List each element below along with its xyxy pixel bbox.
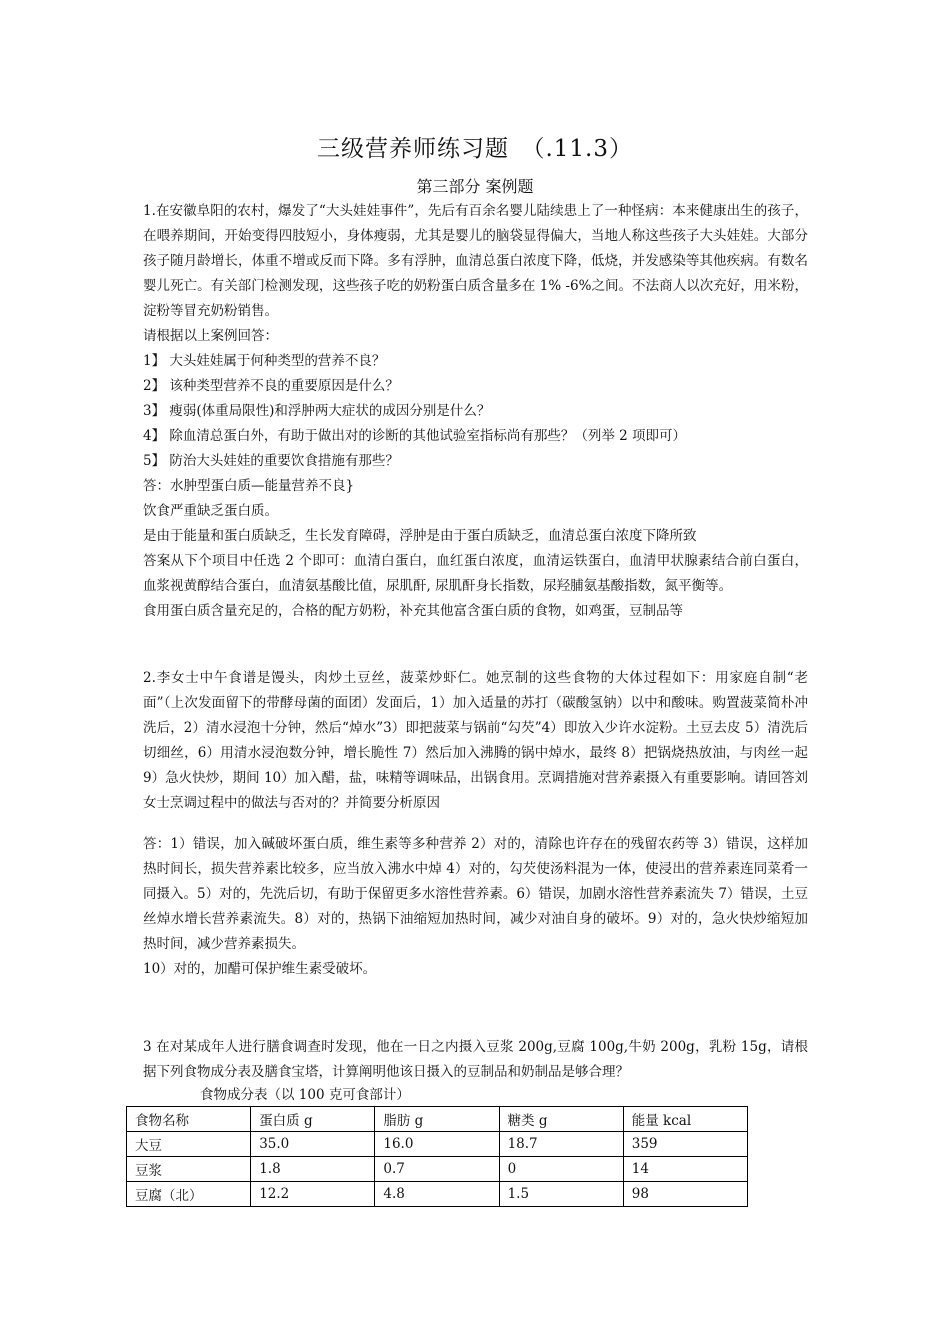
table-cell: 1.8	[251, 1157, 375, 1182]
section-subtitle: 第三部分 案例题	[416, 177, 534, 196]
page-title: 三级营养师练习题 （.11.3）	[316, 136, 634, 162]
table-cell: 18.7	[499, 1132, 623, 1157]
table-header-row	[127, 1107, 748, 1132]
case-1-question: 5】 防治大头娃娃的重要饮食措施有那些？	[143, 453, 399, 469]
case-1-question: 1】 大头娃娃属于何种类型的营养不良？	[143, 353, 386, 369]
case-2-answer-end: 10）对的，加醋可保护维生素受破坏。	[143, 961, 377, 977]
food-composition-table	[126, 1106, 748, 1207]
table-caption: 食物成分表（以 100 克可食部计）	[200, 1087, 410, 1103]
case-2	[143, 666, 808, 816]
case-2-answer: 答：1）错误，加入碱破坏蛋白质，维生素等多种营养 2）对的，清除也许存在的残留农药等 3）错误，这样加热时间长，损失营养素比较多，应当放入沸水中焯 4）对的，勾芡使汤料混为一体，使浸出的营养素连同菜肴一同摄入。5）对的，先洗后切，有助于保留更多水溶性营养素。6）错误，加剧水溶性营养素流失 7）错误，土豆丝焯水增长营养素流失。8）对的，热锅下油缩短加热时间，减少对油自身的破坏。9）对的，急火快炒缩短加热时间，减少营养素损失。	[143, 836, 808, 952]
case-1-answer: 饮食严重缺乏蛋白质。	[143, 503, 278, 519]
case-3	[143, 1035, 808, 1085]
table-cell: 14	[623, 1157, 747, 1182]
table-header-cell: 食物名称	[127, 1107, 251, 1132]
case-1-question: 3】 瘦弱(体重局限性)和浮肿两大症状的成因分别是什么？	[143, 403, 491, 419]
table-header-cell: 能量 kcal	[623, 1107, 747, 1132]
table-cell: 12.2	[251, 1182, 375, 1207]
table-row	[127, 1182, 748, 1207]
table-cell: 359	[623, 1132, 747, 1157]
table-header-cell: 蛋白质 g	[251, 1107, 375, 1132]
case-1-prompt: 请根据以上案例回答：	[143, 328, 278, 344]
table-cell: 4.8	[375, 1182, 499, 1207]
case-1	[143, 199, 808, 624]
case-1-answer: 答：水肿型蛋白质—能量营养不良}	[143, 478, 355, 494]
case-1-description: 1.在安徽阜阳的农村，爆发了“大头娃娃事件”，先后有百余名婴儿陆续患上了一种怪病：本来健康出生的孩子，在喂养期间，开始变得四肢短小，身体瘦弱，尤其是婴儿的脑袋显得偏大，当地人称这些孩子大头娃娃。大部分孩子随月龄增长，体重不增或反而下降。多有浮肿，血清总蛋白浓度下降，低烧，并发感染等其他疾病。有数名婴儿死亡。有关部门检测发现，这些孩子吃的奶粉蛋白质含量多在 1% -6%之间。不法商人以次充好，用米粉，淀粉等冒充奶粉销售。	[143, 203, 808, 319]
case-2-description: 2.李女士中午食谱是馒头，肉炒土豆丝，菠菜炒虾仁。她烹制的这些食物的大体过程如下：用家庭自制“老面”（上次发面留下的带酵母菌的面团）发面后，1）加入适量的苏打（碳酸氢钠）以中和酸味。购置菠菜简朴冲洗后，2）清水浸泡十分钟，然后“焯水”3）即把菠菜与锅前“勾芡”4）即放入少许水淀粉。土豆去皮 5）清洗后切细丝，6）用清水浸泡数分钟，增长脆性 7）然后加入沸腾的锅中焯水，最终 8）把锅烧热放油，与肉丝一起 9）急火快炒，期间 10）加入醋，盐，味精等调味品，出锅食用。烹调措施对营养素摄入有重要影响。请回答刘女士烹调过程中的做法与否对的？并简要分析原因	[143, 670, 808, 811]
table-header-cell: 糖类 g	[499, 1107, 623, 1132]
case-1-answer: 答案从下个项目中任选 2 个即可：血清白蛋白，血红蛋白浓度，血清运铁蛋白，血清甲状腺素结合前白蛋白，血浆视黄醇结合蛋白，血清氨基酸比值，尿肌酐, 尿肌酐身长指数，尿羟脯氨基酸指数，氮平衡等。	[143, 553, 808, 594]
table-cell: 大豆	[127, 1132, 251, 1157]
table-cell: 35.0	[251, 1132, 375, 1157]
table-cell: 豆浆	[127, 1157, 251, 1182]
table-cell: 0	[499, 1157, 623, 1182]
table-header-cell: 脂肪 g	[375, 1107, 499, 1132]
case-1-answer: 是由于能量和蛋白质缺乏，生长发育障碍，浮肿是由于蛋白质缺乏，血清总蛋白浓度下降所致	[143, 528, 697, 544]
case-1-question: 2】 该种类型营养不良的重要原因是什么？	[143, 378, 399, 394]
table-cell: 16.0	[375, 1132, 499, 1157]
case-1-question: 4】 除血清总蛋白外，有助于做出对的诊断的其他试验室指标尚有那些？（列举 2 项即可）	[143, 428, 687, 444]
case-3-description: 3 在对某成年人进行膳食调查时发现，他在一日之内摄入豆浆 200g,豆腐 100g,牛奶 200g，乳粉 15g，请根据下列食物成分表及膳食宝塔，计算阐明他该日摄入的豆制品和奶制品是够合理？	[143, 1039, 808, 1080]
table-cell: 1.5	[499, 1182, 623, 1207]
case-1-answer: 食用蛋白质含量充足的，合格的配方奶粉，补充其他富含蛋白质的食物，如鸡蛋，豆制品等	[143, 603, 683, 619]
table-cell: 0.7	[375, 1157, 499, 1182]
case-2-answer-block	[143, 832, 808, 982]
table-row	[127, 1157, 748, 1182]
table-row	[127, 1132, 748, 1157]
table-cell: 豆腐（北）	[127, 1182, 251, 1207]
table-cell: 98	[623, 1182, 747, 1207]
